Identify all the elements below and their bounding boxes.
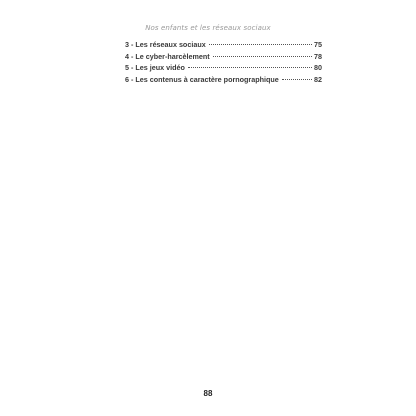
dot-leader: [188, 67, 312, 68]
toc-entry-title: 4 - Le cyber-harcèlement: [125, 51, 210, 61]
toc-entry-title: 5 - Les jeux vidéo: [125, 63, 185, 73]
toc-entry: [125, 52, 322, 64]
toc-entry: [125, 40, 322, 52]
toc-entry: [125, 75, 322, 87]
dot-leader: [213, 56, 312, 57]
running-header: Nos enfants et les réseaux sociaux: [145, 24, 271, 32]
page-number: 88: [203, 389, 213, 398]
toc-entry-page: 82: [314, 74, 322, 84]
toc-entry-title: 3 - Les réseaux sociaux: [125, 40, 206, 49]
toc-entry: [125, 63, 322, 75]
toc-entry-page: 78: [314, 51, 322, 61]
toc-entry-page: 75: [314, 40, 322, 49]
dot-leader: [282, 79, 312, 80]
dot-leader: [209, 44, 312, 45]
table-of-contents: [125, 40, 322, 86]
toc-entry-page: 80: [314, 63, 322, 73]
toc-entry-title: 6 - Les contenus à caractère pornographique: [125, 74, 279, 84]
